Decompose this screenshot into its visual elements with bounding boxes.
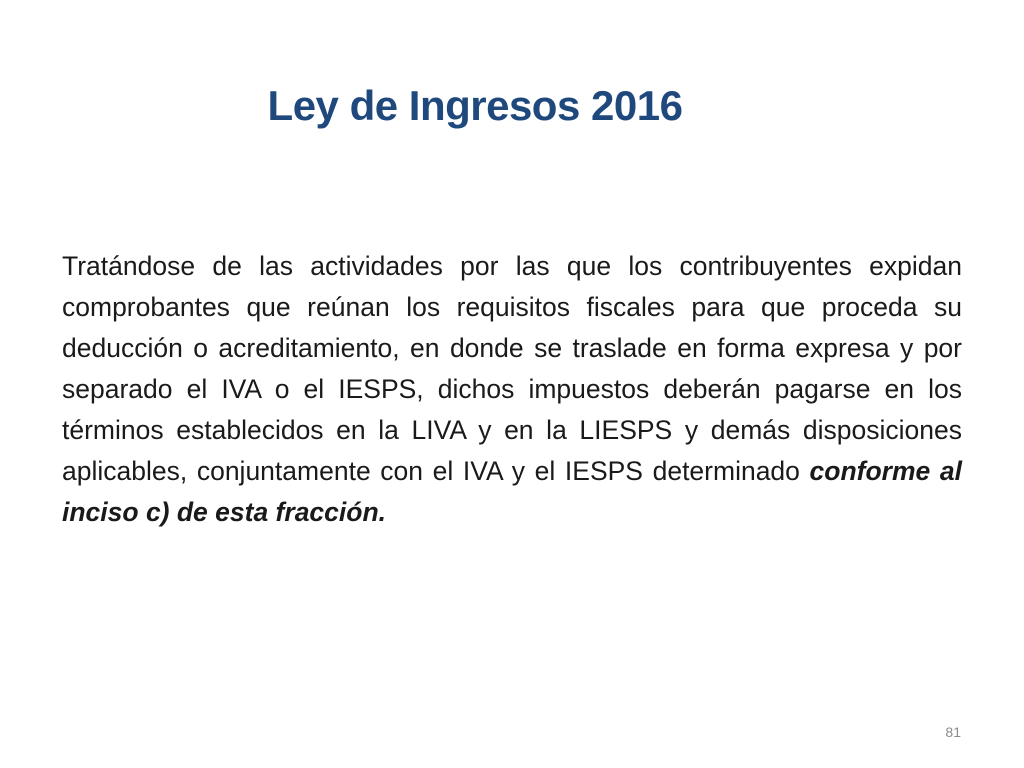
- slide-body-paragraph: [62, 246, 962, 533]
- body-text-regular: Tratándose de las actividades por las que los contribuyentes expidan comprobantes que reúnan los requisitos fiscales para que proceda su deducción o acreditamiento, en donde se traslade en forma expresa y por separado el IVA o el IESPS, dichos impuestos deberán pagarse en los términos establecidos en la LIVA y en la LIESPS y demás disposiciones aplicables, conjuntamente con el IVA y el IESPS determinado: [62, 251, 962, 486]
- page-number: 81: [945, 724, 961, 740]
- slide-title: Ley de Ingresos 2016: [267, 82, 683, 129]
- body-text-emphasis: conforme al inciso c) de esta fracción.: [62, 456, 962, 527]
